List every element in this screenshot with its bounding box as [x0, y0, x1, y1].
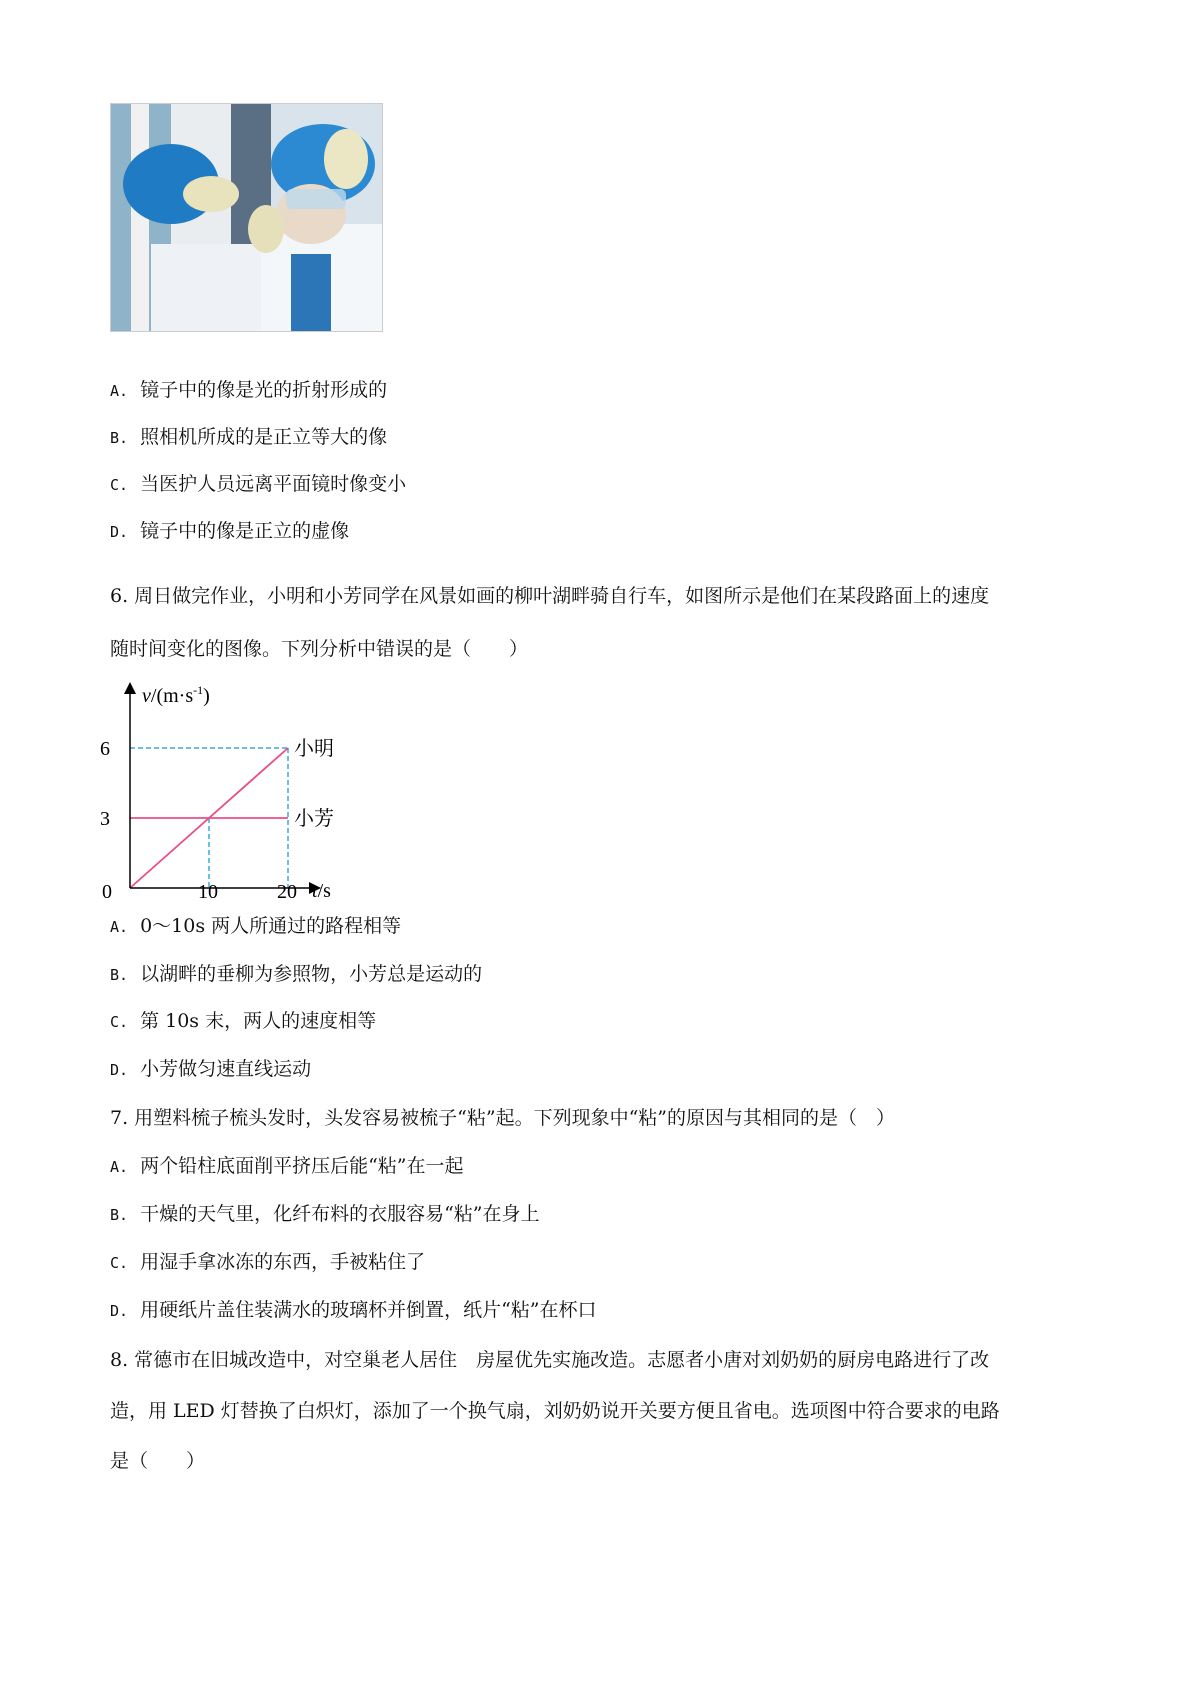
q5-option-a: A. 镜子中的像是光的折射形成的	[110, 379, 388, 401]
q7-option-b: B. 干燥的天气里，化纤布料的衣服容易“粘”在身上	[110, 1203, 540, 1225]
q6-stem-line1: 6. 周日做完作业，小明和小芳同学在风景如画的柳叶湖畔骑自行车，如图所示是他们在某段路面上的速度	[110, 585, 990, 607]
q7-option-d: D. 用硬纸片盖住装满水的玻璃杯并倒置，纸片“粘”在杯口	[110, 1299, 597, 1321]
q7-stem: 7. 用塑料梳子梳头发时，头发容易被梳子“粘”起。下列现象中“粘”的原因与其相同的是（ ）	[110, 1107, 896, 1129]
q6-option-c: C. 第 10s 末，两人的速度相等	[110, 1010, 377, 1032]
y-tick-label-1: 6	[100, 738, 110, 760]
q6-option-d: D. 小芳做匀速直线运动	[110, 1058, 312, 1080]
velocity-time-chart	[100, 678, 360, 900]
medical-workers-photo	[110, 103, 383, 332]
q7-option-a: A. 两个铅柱底面削平挤压后能“粘”在一起	[110, 1155, 464, 1177]
q8-stem-line1: 8. 常德市在旧城改造中，对空巢老人居住 房屋优先实施改造。志愿者小唐对刘奶奶的厨房电路进行了改	[110, 1349, 990, 1371]
x-axis-label: t/s	[312, 880, 331, 900]
origin-label: 0	[102, 881, 112, 900]
q8-stem-line2: 造，用 LED 灯替换了白炽灯，添加了一个换气扇，刘奶奶说开关要方便且省电。选项图中符合要求的电路	[110, 1400, 1000, 1422]
q5-option-b: B. 照相机所成的是正立等大的像	[110, 426, 388, 448]
q5-option-d: D. 镜子中的像是正立的虚像	[110, 520, 350, 542]
q5-option-c: C. 当医护人员远离平面镜时像变小	[110, 473, 407, 495]
q6-stem-line2: 随时间变化的图像。下列分析中错误的是（ ）	[110, 638, 529, 660]
q6-option-b: B. 以湖畔的垂柳为参照物，小芳总是运动的	[110, 963, 483, 985]
y-tick-label-0: 3	[100, 808, 110, 830]
x-tick-label-1: 20	[277, 881, 297, 900]
y-axis-label: $v/(m\cdot s^{-1})$	[142, 683, 210, 707]
series-label-0: 小明	[294, 738, 334, 760]
q7-option-c: C. 用湿手拿冰冻的东西，手被粘住了	[110, 1251, 426, 1273]
x-tick-label-0: 10	[198, 881, 218, 900]
medical-workers-mirror-icon	[111, 104, 382, 331]
series-label-1: 小芳	[294, 808, 334, 830]
q8-stem-line3: 是（ ）	[110, 1450, 206, 1472]
q6-option-a: A. 0～10s 两人所通过的路程相等	[110, 915, 402, 937]
